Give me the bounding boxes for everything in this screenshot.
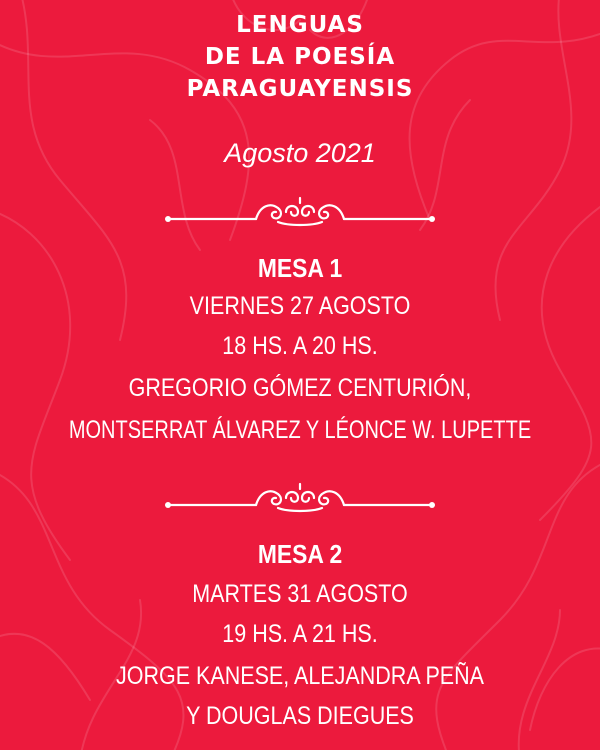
poster-title-line-2: DE LA POESÍA xyxy=(204,44,396,70)
mesa-2-title: MESA 2 xyxy=(257,539,343,569)
mesa-2-time: 19 HS. A 21 HS. xyxy=(222,620,378,648)
event-date: Agosto 2021 xyxy=(224,138,376,168)
mesa-1-time: 18 HS. A 20 HS. xyxy=(222,332,378,360)
mesa-1-title: MESA 1 xyxy=(257,253,343,283)
mesa-1-day: VIERNES 27 AGOSTO xyxy=(189,292,411,320)
ornamental-divider-icon xyxy=(160,478,440,514)
poster-title-line-1: LENGUAS xyxy=(236,12,364,38)
poster-title-line-3: PARAGUAYENSIS xyxy=(186,76,414,102)
mesa-2-day: MARTES 31 AGOSTO xyxy=(192,580,408,608)
ornamental-divider-icon xyxy=(160,192,440,228)
mesa-1-participants-line-2: MONTSERRAT ÁLVAREZ Y LÉONCE W. LUPETTE xyxy=(68,416,532,444)
mesa-2-participants-line-1: JORGE KANESE, ALEJANDRA PEÑA xyxy=(115,662,484,690)
mesa-1-participants-line-1: GREGORIO GÓMEZ CENTURIÓN, xyxy=(128,374,472,402)
mesa-2-participants-line-2: Y DOUGLAS DIEGUES xyxy=(186,702,414,730)
